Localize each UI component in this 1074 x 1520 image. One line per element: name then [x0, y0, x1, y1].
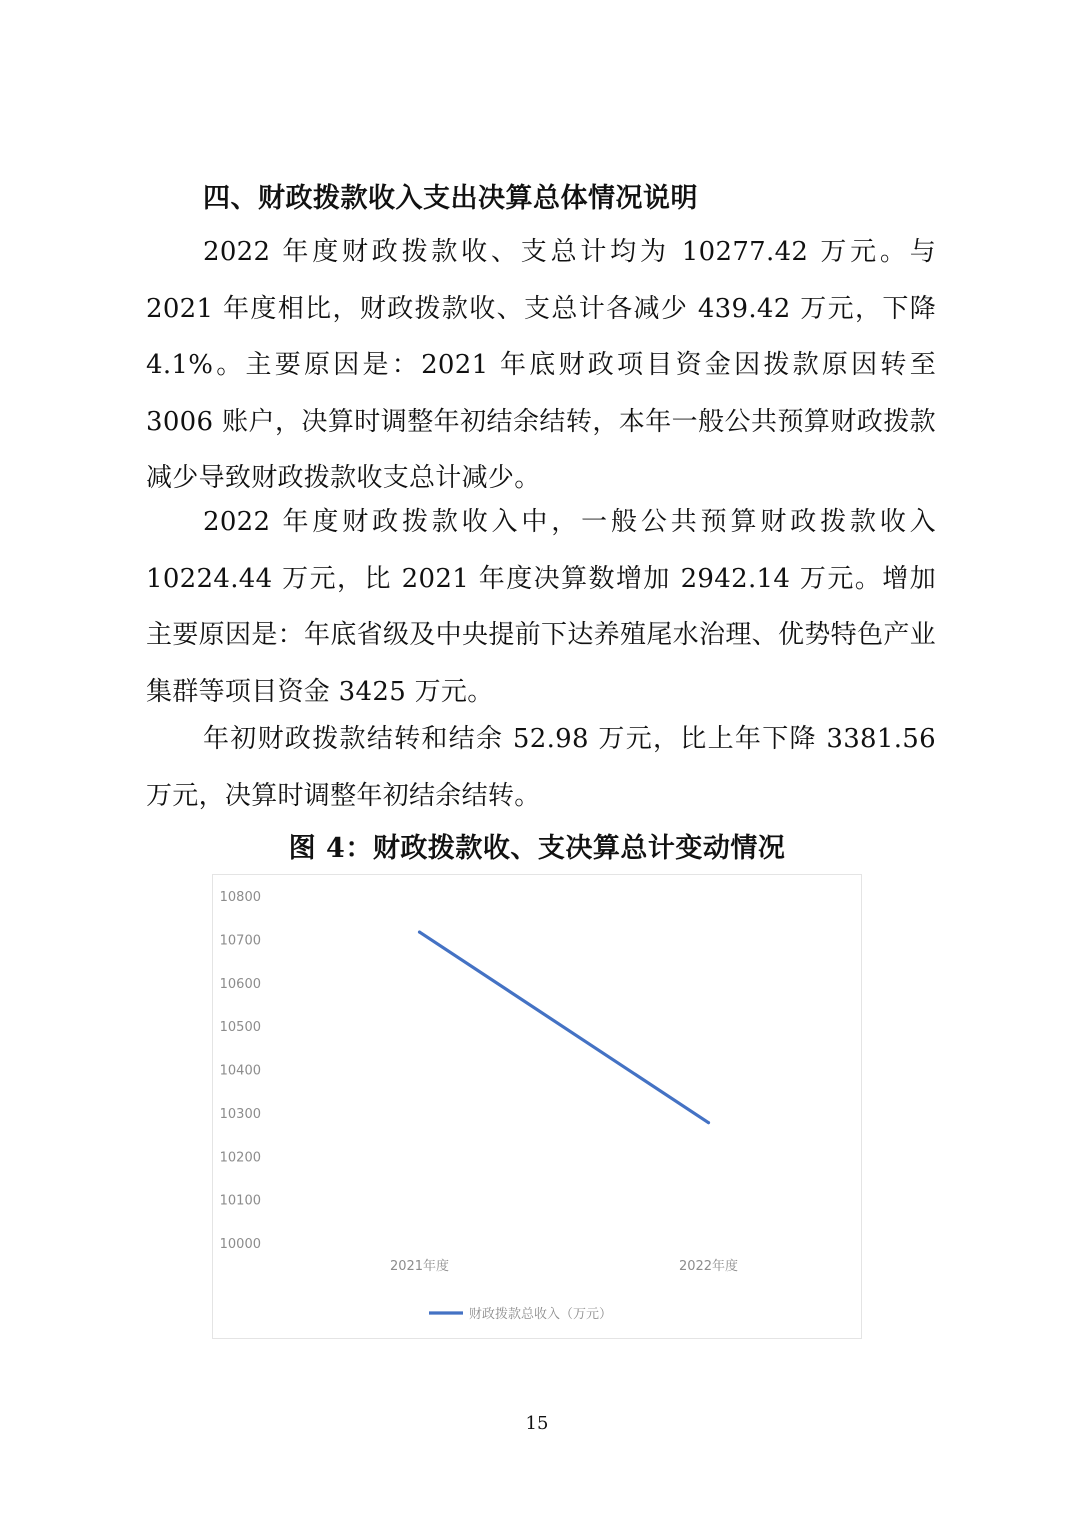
figure-title: 图 4：财政拨款收、支决算总计变动情况: [288, 833, 786, 864]
y-tick-label-4: 10400: [219, 1063, 261, 1079]
y-tick-label-7: 10700: [219, 933, 261, 949]
line-chart-svg: [213, 875, 863, 1340]
data-point-0-1: [707, 1121, 710, 1124]
line-chart: [212, 874, 862, 1339]
paragraph-income: 2022 年度财政拨款收入中，一般公共预算财政拨款收入 10224.44 万元，比 2021 年度决算数增加 2942.14 万元。增加主要原因是：年底省级及中央提前下达养殖尾水治理、优势特色产业集群等项目资金 3425 万元。: [146, 507, 936, 707]
section-heading: 四、财政拨款收入支出决算总体情况说明: [203, 183, 698, 214]
y-tick-label-3: 10300: [219, 1106, 261, 1122]
y-tick-label-2: 10200: [219, 1150, 261, 1166]
y-tick-label-5: 10500: [219, 1020, 261, 1036]
y-tick-label-0: 10000: [219, 1237, 261, 1252]
series-line-0: [420, 932, 709, 1123]
x-category-label-1: 2022年度: [678, 1259, 739, 1274]
x-category-label-0: 2021年度: [389, 1259, 450, 1274]
page-number: 15: [525, 1413, 549, 1434]
y-tick-label-1: 10100: [219, 1193, 261, 1209]
paragraph-carryover: 年初财政拨款结转和结余 52.98 万元，比上年下降 3381.56 万元，决算时调整年初结余结转。: [146, 724, 936, 811]
y-tick-label-6: 10600: [219, 976, 261, 992]
paragraph-total: 2022 年度财政拨款收、支总计均为 10277.42 万元。与 2021 年度相比，财政拨款收、支总计各减少 439.42 万元，下降 4.1%。主要原因是：2021 年底财政项目资金因拨款原因转至 3006 账户，决算时调整年初结余结转，本年一般公共预算财政拨款减少导致财政拨款收支总计减少。: [146, 237, 936, 493]
y-tick-label-8: 10800: [219, 890, 261, 905]
legend-label-0: 财政拨款总收入（万元）: [469, 1307, 613, 1322]
data-point-0-0: [418, 931, 421, 934]
